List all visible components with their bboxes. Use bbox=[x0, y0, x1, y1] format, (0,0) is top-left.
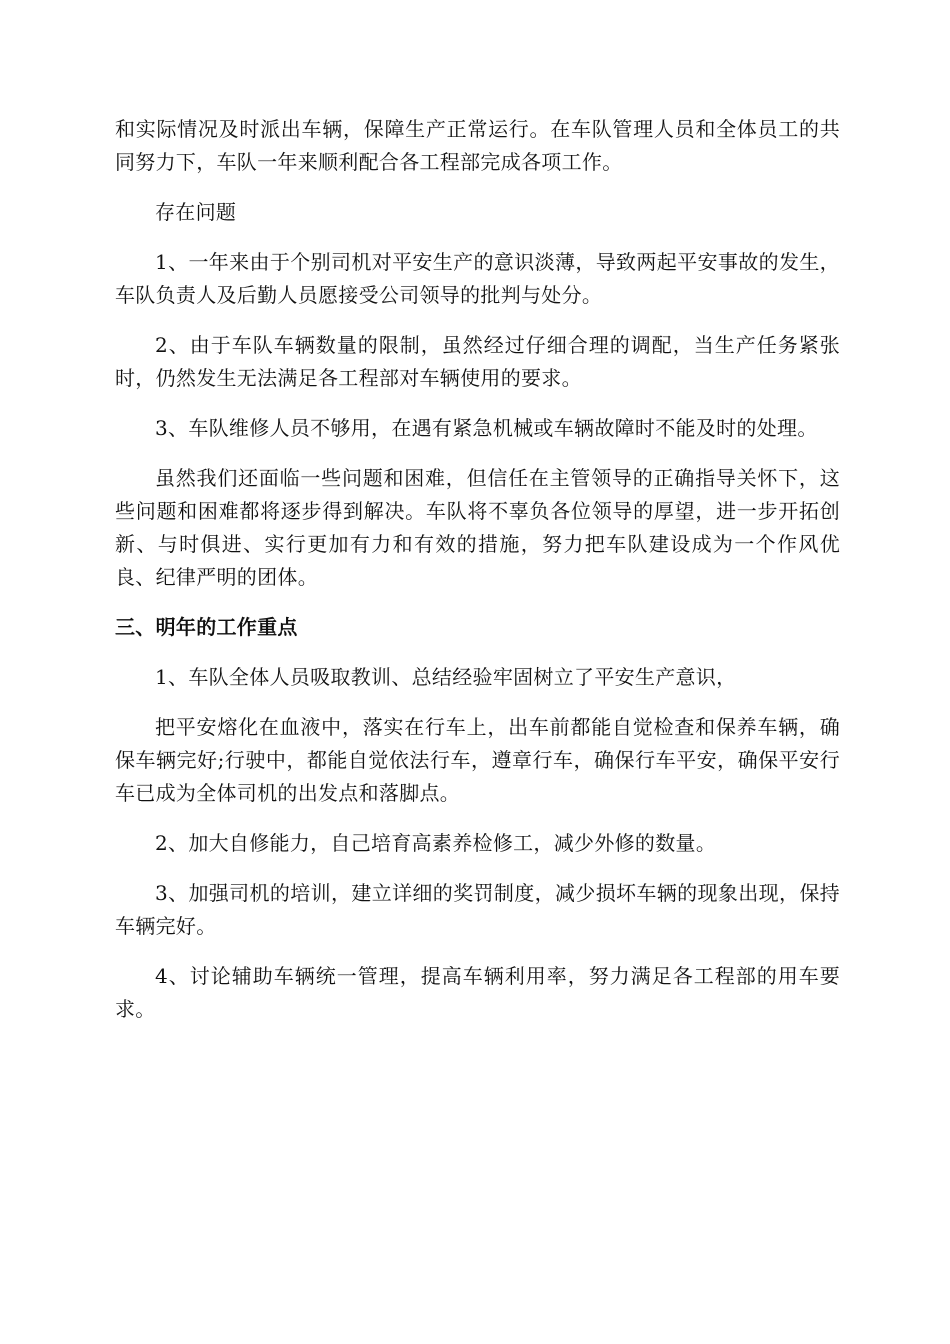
paragraph-problem-3: 3、车队维修人员不够用，在遇有紧急机械或车辆故障时不能及时的处理。 bbox=[155, 416, 818, 440]
paragraph-focus-1: 1、车队全体人员吸取教训、总结经验牢固树立了平安生产意识， bbox=[155, 665, 737, 689]
section-heading: 三、明年的工作重点 bbox=[115, 615, 298, 639]
document-page bbox=[115, 113, 840, 1043]
paragraph-focus-1-detail: 把平安熔化在血液中，落实在行车上，出车前都能自觉检查和保养车辆，确保车辆完好;行驶中，都能自觉依法行车，遵章行车，确保行车平安，确保平安行车已成为全体司机的出发点和落脚点。 bbox=[115, 715, 840, 805]
paragraph-outlook: 虽然我们还面临一些问题和困难，但信任在主管领导的正确指导关怀下，这些问题和困难都将逐步得到解决。车队将不辜负各位领导的厚望，进一步开拓创新、与时俱进、实行更加有力和有效的措施，努力把车队建设成为一个作风优良、纪律严明的团体。 bbox=[115, 466, 840, 589]
paragraph-focus-4: 4、讨论辅助车辆统一管理，提高车辆利用率，努力满足各工程部的用车要求。 bbox=[115, 964, 840, 1021]
paragraph-continuation: 和实际情况及时派出车辆，保障生产正常运行。在车队管理人员和全体员工的共同努力下，车队一年来顺利配合各工程部完成各项工作。 bbox=[115, 117, 840, 174]
paragraph-focus-3: 3、加强司机的培训，建立详细的奖罚制度，减少损坏车辆的现象出现，保持车辆完好。 bbox=[115, 881, 840, 938]
paragraph-focus-2: 2、加大自修能力，自己培育高素养检修工，减少外修的数量。 bbox=[155, 831, 717, 855]
paragraph-problems-label: 存在问题 bbox=[155, 200, 237, 224]
paragraph-problem-1: 1、一年来由于个别司机对平安生产的意识淡薄，导致两起平安事故的发生，车队负责人及后勤人员愿接受公司领导的批判与处分。 bbox=[115, 250, 840, 307]
paragraph-problem-2: 2、由于车队车辆数量的限制，虽然经过仔细合理的调配，当生产任务紧张时，仍然发生无法满足各工程部对车辆使用的要求。 bbox=[115, 333, 840, 390]
